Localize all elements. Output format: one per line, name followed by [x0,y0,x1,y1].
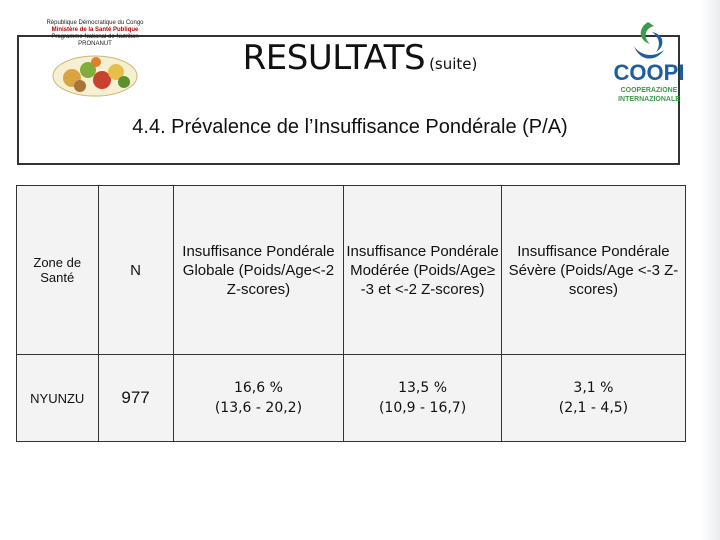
cell-global-pct: 16,6 % [233,380,283,396]
coopi-sub-1: COOPERAZIONE [620,87,678,94]
cell-severe-ci: (2,1 - 4,5) [558,400,629,416]
ministry-line-2: Ministère de la Santé Publique [51,27,139,33]
table-row [17,355,686,442]
ministry-line-4: PRONANUT [78,41,112,47]
header-severe: Insuffisance Pondérale Sévère (Poids/Age <-3 Z-scores) [501,186,685,355]
cell-n: 977 [98,355,173,442]
ministry-line-1: République Démocratique du Congo [46,20,144,26]
coopi-sub-2: INTERNAZIONALE [618,96,680,103]
cell-moderee [344,355,502,442]
cell-zone: NYUNZU [17,355,99,442]
header-zone: Zone de Santé [17,186,99,355]
slide-edge-bar [700,0,720,540]
table-header-row [17,186,686,355]
header-moderee: Insuffisance Pondérale Modérée (Poids/Age≥ -3 et <-2 Z-scores) [344,186,502,355]
cell-severe-pct: 3,1 % [573,380,614,396]
cell-global [173,355,344,442]
coopi-logo [608,18,690,110]
header-global: Insuffisance Pondérale Globale (Poids/Age<-2 Z-scores) [173,186,344,355]
cell-moderee-pct: 13,5 % [398,380,448,396]
title-main: RESULTATS [242,38,426,78]
header-n: N [98,186,173,355]
cell-severe [501,355,685,442]
ministry-line-3: Programme National de Nutrition [51,34,139,40]
results-table [16,185,686,442]
coopi-wordmark: COOPI [613,60,685,85]
cell-moderee-ci: (10,9 - 16,7) [378,400,467,416]
cell-global-ci: (13,6 - 20,2) [214,400,303,416]
title-suffix: (suite) [429,55,478,73]
section-subtitle: 4.4. Prévalence de l’Insuffisance Pondérale (P/A) [132,116,568,138]
